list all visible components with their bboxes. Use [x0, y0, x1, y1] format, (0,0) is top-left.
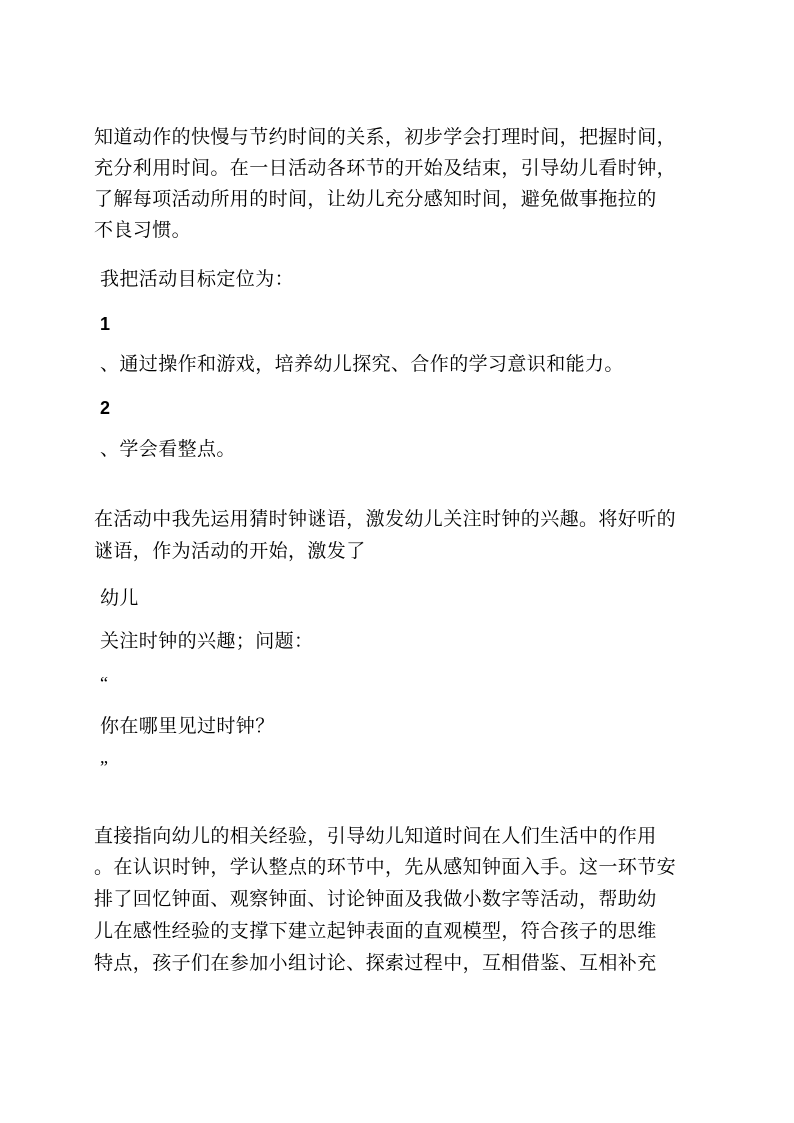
paragraph1-line1: 知道动作的快慢与节约时间的关系，初步学会打理时间，把握时间， [94, 126, 677, 148]
goal-2-number: 2 [100, 398, 111, 418]
paragraph1-line4: 不良习惯。 [94, 219, 192, 241]
paragraph1-line3: 了解每项活动所用的时间，让幼儿充分感知时间，避免做事拖拉的 [94, 188, 657, 210]
paragraph3-line4: 儿在感性经验的支撑下建立起钟表面的直观模型，符合孩子的思维 [94, 920, 657, 942]
paragraph3-line5: 特点，孩子们在参加小组讨论、探索过程中，互相借鉴、互相补充 [94, 952, 657, 974]
fragment-child: 幼儿 [100, 587, 139, 609]
paragraph3-line1: 直接指向幼儿的相关经验，引导幼儿知道时间在人们生活中的作用 [94, 825, 657, 847]
goals-intro: 我把活动目标定位为： [100, 268, 295, 290]
goal-1-text: 、通过操作和游戏，培养幼儿探究、合作的学习意识和能力。 [100, 353, 624, 375]
paragraph3-line2: 。在认识时钟，学认整点的环节中，先从感知钟面入手。这一环节安 [94, 856, 677, 878]
goal-1-number: 1 [100, 314, 111, 334]
paragraph3-line3: 排了回忆钟面、观察钟面、讨论钟面及我做小数字等活动，帮助幼 [94, 888, 657, 910]
close-quote: ” [100, 757, 109, 777]
paragraph2-line2: 谜语，作为活动的开始，激发了 [94, 540, 366, 562]
open-quote: “ [100, 673, 109, 693]
question-text: 你在哪里见过时钟？ [100, 715, 275, 737]
paragraph2-line1: 在活动中我先运用猜时钟谜语，激发幼儿关注时钟的兴趣。将好听的 [94, 508, 677, 530]
goal-2-text: 、学会看整点。 [100, 438, 236, 460]
fragment-question: 关注时钟的兴趣；问题： [100, 630, 314, 652]
paragraph1-line2: 充分利用时间。在一日活动各环节的开始及结束，引导幼儿看时钟， [94, 157, 677, 179]
